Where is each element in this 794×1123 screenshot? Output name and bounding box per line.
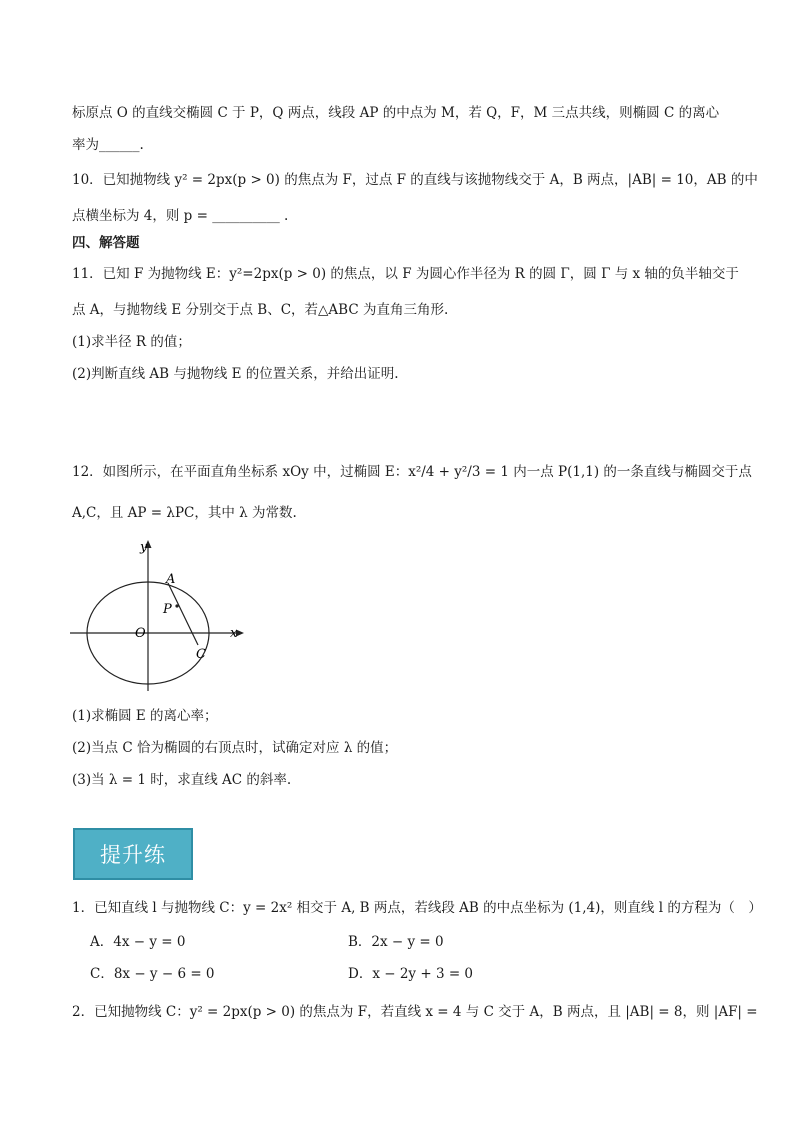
point-p-label: P [163, 602, 172, 617]
question-12-part-2: (2)当点 C 恰为椭圆的右顶点时，试确定对应 λ 的值； [72, 740, 398, 756]
text-line: 率为______. [72, 137, 144, 153]
question-11-line-1: 11．已知 F 为抛物线 E：y²=2px(p > 0) 的焦点，以 F 为圆心作半径为 R 的圆 Γ，圆 Γ 与 x 轴的负半轴交于 [72, 266, 739, 282]
section-banner: 提升练 [73, 828, 193, 880]
ellipse-figure [60, 533, 260, 698]
text-line: 标原点 O 的直线交椭圆 C 于 P，Q 两点，线段 AP 的中点为 M，若 Q，F，M 三点共线，则椭圆 C 的离心 [72, 105, 720, 121]
point-c-label: C [196, 647, 206, 662]
question-11-part-2: (2)判断直线 AB 与抛物线 E 的位置关系，并给出证明. [72, 366, 399, 382]
practice-question-2: 2．已知抛物线 C：y² = 2px(p > 0) 的焦点为 F，若直线 x = 4 与 C 交于 A，B 两点，且 |AB| = 8，则 |AF| = [72, 1004, 758, 1020]
y-axis-label: y [140, 540, 148, 555]
question-12-line-2: A,C，且 AP = λPC，其中 λ 为常数. [72, 505, 297, 521]
practice-question-1: 1．已知直线 l 与抛物线 C：y = 2x² 相交于 A, B 两点，若线段 AB 的中点坐标为 (1,4)，则直线 l 的方程为（ ） [72, 900, 762, 916]
origin-label: O [135, 626, 146, 641]
question-12-line-1: 12．如图所示，在平面直角坐标系 xOy 中，过椭圆 E：x²/4 + y²/3 = 1 内一点 P(1,1) 的一条直线与椭圆交于点 [72, 464, 752, 480]
question-12-part-1: (1)求椭圆 E 的离心率； [72, 708, 218, 724]
question-11-line-2: 点 A，与抛物线 E 分别交于点 B、C，若△ABC 为直角三角形. [72, 302, 449, 318]
question-11-part-1: (1)求半径 R 的值； [72, 334, 191, 350]
point-a-label: A [166, 572, 176, 587]
option-d: D．x − 2y + 3 = 0 [348, 966, 474, 982]
question-12-part-3: (3)当 λ = 1 时，求直线 AC 的斜率. [72, 772, 292, 788]
x-axis-label: x [230, 626, 238, 641]
option-b: B．2x − y = 0 [348, 934, 444, 950]
question-10-line-1: 10．已知抛物线 y² = 2px(p > 0) 的焦点为 F，过点 F 的直线与该抛物线交于 A，B 两点，|AB| = 10，AB 的中 [72, 172, 758, 188]
section-heading: 四、解答题 [72, 235, 140, 251]
question-10-line-2: 点横坐标为 4，则 p = __________ . [72, 208, 289, 224]
option-c: C．8x − y − 6 = 0 [90, 966, 215, 982]
option-a: A．4x − y = 0 [90, 934, 186, 950]
